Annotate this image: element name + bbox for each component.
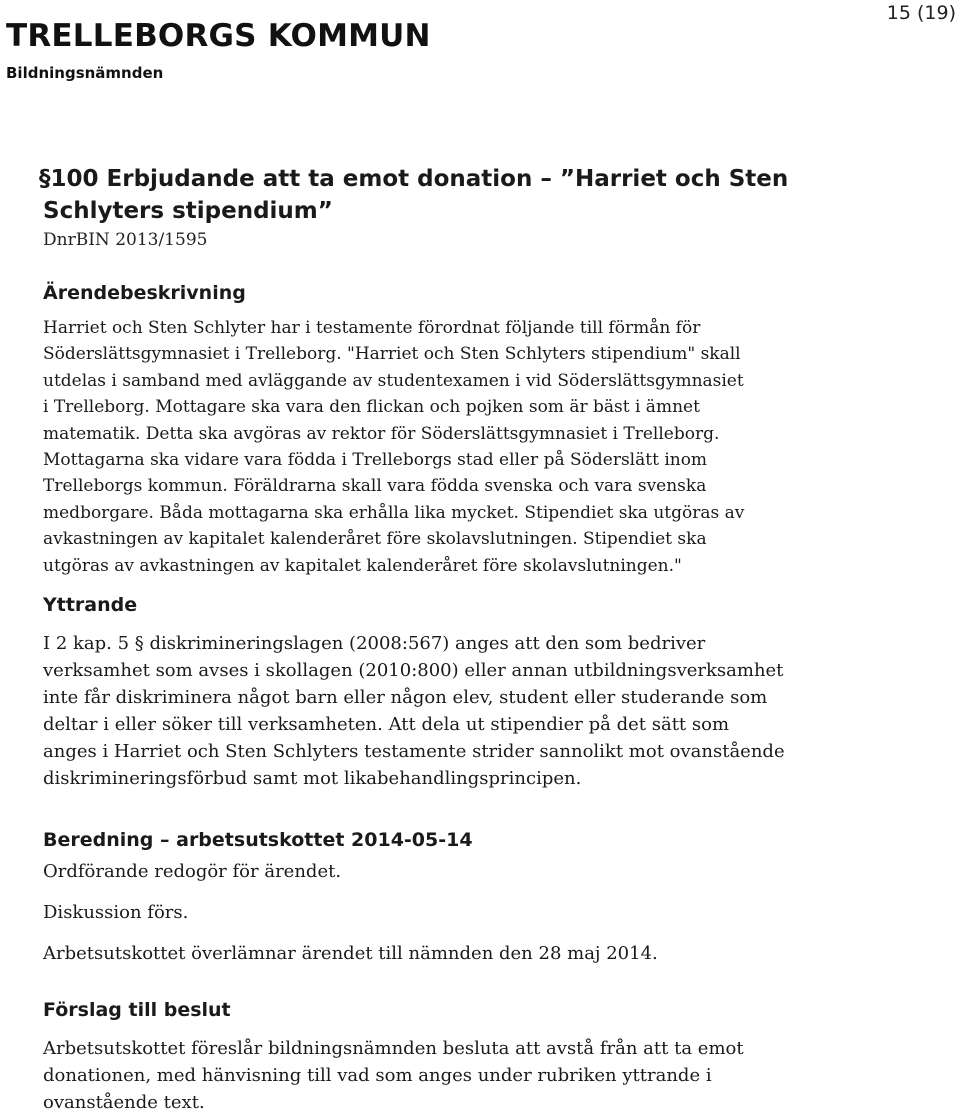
text-line: utgöras av avkastningen av kapitalet kalenderåret före skolavslutningen."	[43, 555, 682, 576]
item-title-line-2: Schlyters stipendium”	[43, 198, 333, 224]
beredning-line-1: Ordförande redogör för ärendet.	[43, 861, 342, 883]
beredning-line-2: Diskussion förs.	[43, 902, 189, 924]
yttrande-text	[43, 630, 943, 792]
arendebeskrivning-text	[43, 315, 943, 579]
diary-number: DnrBIN 2013/1595	[43, 230, 208, 250]
text-line: Mottagarna ska vidare vara födda i Trelleborgs stad eller på Söderslätt inom	[43, 450, 708, 471]
organization-name: TRELLEBORGS KOMMUN	[6, 18, 431, 54]
beredning-heading: Beredning – arbetsutskottet 2014-05-14	[43, 829, 473, 852]
text-line: i Trelleborg. Mottagare ska vara den flickan och pojken som är bäst i ämnet	[43, 397, 700, 418]
arendebeskrivning-section	[43, 280, 943, 579]
item-title-line-1: 100 Erbjudande att ta emot donation – ”Harriet och Sten	[50, 166, 789, 192]
text-line: diskrimineringsförbud samt mot likabehandlingsprincipen.	[43, 768, 582, 790]
forslag-heading: Förslag till beslut	[43, 999, 231, 1022]
text-line: Trelleborgs kommun. Föräldrarna skall vara födda svenska och vara svenska	[43, 476, 707, 497]
text-line: inte får diskriminera något barn eller någon elev, student eller studerande som	[43, 687, 768, 709]
text-line: donationen, med hänvisning till vad som anges under rubriken yttrande i	[43, 1065, 712, 1087]
committee-name: Bildningsnämnden	[6, 64, 164, 82]
item-title	[39, 163, 943, 227]
section-symbol: §	[39, 166, 51, 192]
arendebeskrivning-heading: Ärendebeskrivning	[43, 282, 246, 304]
forslag-section	[43, 997, 943, 1116]
text-line: matematik. Detta ska avgöras av rektor för Söderslättsgymnasiet i Trelleborg.	[43, 423, 720, 444]
text-line: deltar i eller söker till verksamheten. Att dela ut stipendier på det sätt som	[43, 714, 730, 736]
document-body	[39, 163, 943, 1116]
text-line: verksamhet som avses i skollagen (2010:800) eller annan utbildningsverksamhet	[43, 660, 784, 682]
text-line: Harriet och Sten Schlyter har i testamente förordnat följande till förmån för	[43, 318, 701, 338]
text-line: Arbetsutskottet föreslår bildningsnämnden besluta att avstå från att ta emot	[43, 1038, 744, 1060]
beredning-line-3: Arbetsutskottet överlämnar ärendet till nämnden den 28 maj 2014.	[43, 943, 658, 965]
text-line: medborgare. Båda mottagarna ska erhålla lika mycket. Stipendiet ska utgöras av	[43, 502, 745, 523]
text-line: anges i Harriet och Sten Schlyters testamente strider sannolikt mot ovanstående	[43, 741, 785, 763]
yttrande-section	[43, 592, 943, 792]
text-line: utdelas i samband med avläggande av studentexamen i vid Söderslättsgymnasiet	[43, 370, 744, 391]
page-number: 15 (19)	[886, 2, 956, 24]
text-line: avkastningen av kapitalet kalenderåret före skolavslutningen. Stipendiet ska	[43, 529, 707, 550]
text-line: ovanstående text.	[43, 1092, 205, 1114]
forslag-text	[43, 1035, 943, 1116]
beredning-section	[43, 827, 943, 967]
text-line: I 2 kap. 5 § diskrimineringslagen (2008:567) anges att den som bedriver	[43, 633, 706, 655]
yttrande-heading: Yttrande	[43, 594, 138, 617]
text-line: Söderslättsgymnasiet i Trelleborg. "Harriet och Sten Schlyters stipendium" skall	[43, 344, 741, 365]
